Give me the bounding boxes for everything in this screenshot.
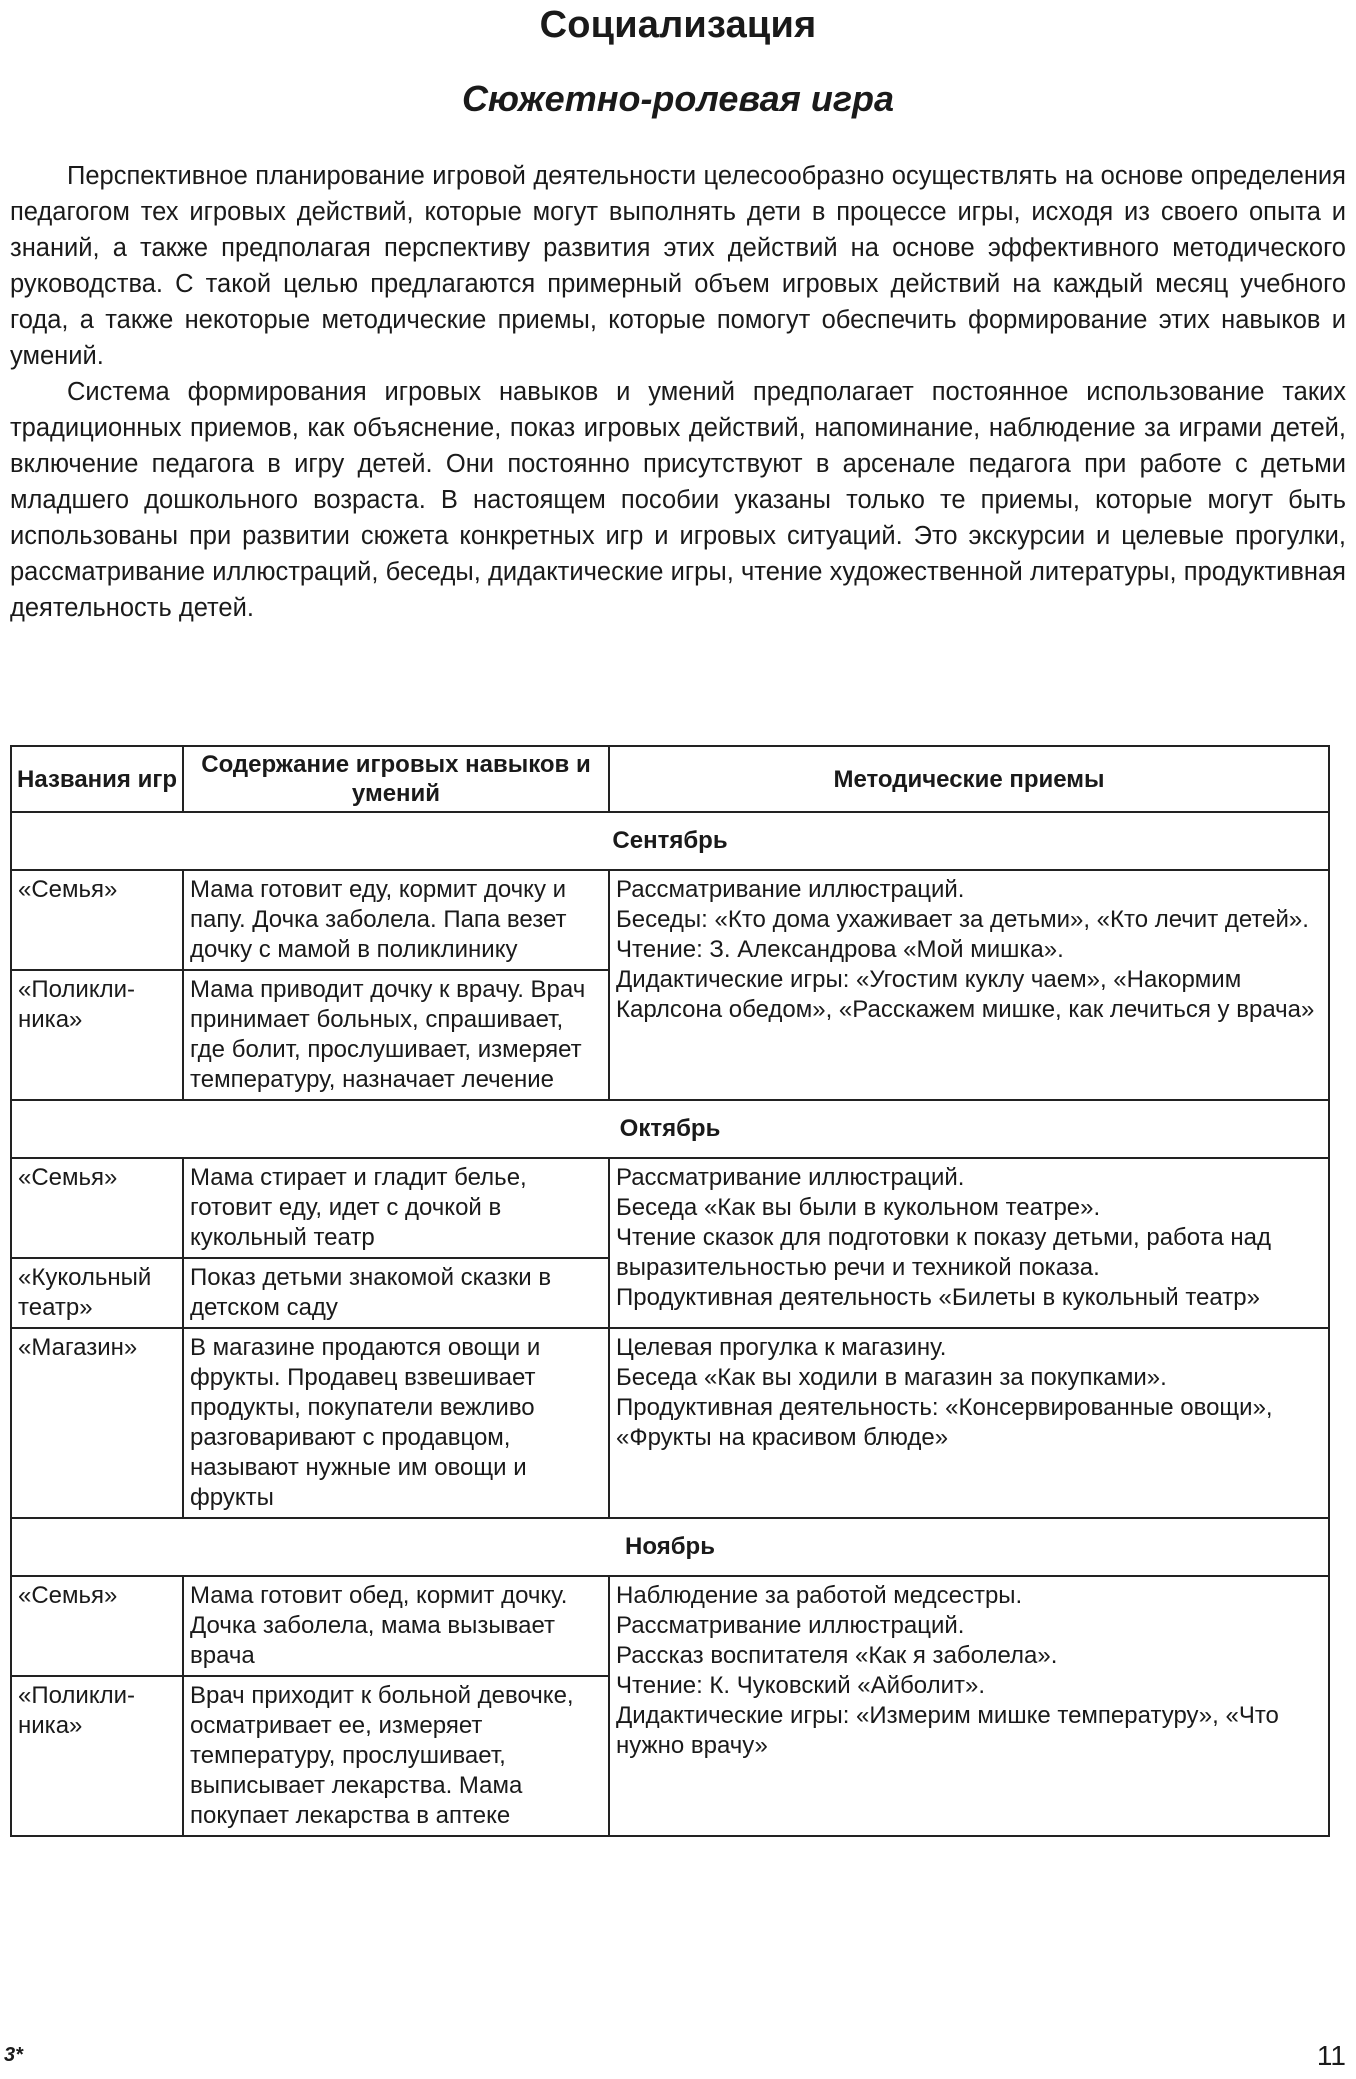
method-line: Рассказ воспитателя «Как я заболела». xyxy=(616,1642,1058,1669)
month-row xyxy=(11,812,1329,870)
game-content: Врач приходит к больной девочке, осматривает ее, измеряет температуру, прослушивает, выписывает лекарства. Мама покупает лекарства в аптеке xyxy=(183,1676,609,1836)
game-content: Мама готовит обед, кормит дочку. Дочка заболела, мама вызывает врача xyxy=(183,1576,609,1676)
table-row xyxy=(11,1328,1329,1518)
method-line: Продуктивная деятельность: «Консервированные овощи», «Фрукты на красивом блюде» xyxy=(616,1394,1273,1451)
method-line: Наблюдение за работой медсестры. xyxy=(616,1582,1023,1609)
method-line: Рассматривание иллюстраций. xyxy=(616,1612,965,1639)
method-line: Дидактические игры: «Угостим куклу чаем», «Накормим Карлсона обедом», «Расскажем мишке, как лечиться у врача» xyxy=(616,966,1315,1023)
intro-paragraph: Система формирования игровых навыков и умений предполагает постоянное использование таких традиционных приемов, как объяснение, показ игровых действий, напоминание, наблюдение за играми детей, включение педагога в игру детей. Они постоянно присутствуют в арсенале педагога при работе с детьми младшего дошкольного возраста. В настоящем пособии указаны только те приемы, которые могут быть использованы при развитии сюжета конкретных игр и игровых ситуаций. Это экскурсии и целевые прогулки, рассматривание иллюстраций, беседы, дидактические игры, чтение художественной литературы, продуктивная деятельность детей. xyxy=(10,378,1346,622)
game-content: Мама стирает и гладит белье, готовит еду, идет с дочкой в кукольный театр xyxy=(183,1158,609,1258)
method-line: Беседа «Как вы были в кукольном театре». xyxy=(616,1194,1101,1221)
table-header-row xyxy=(11,746,1329,812)
method-line: Рассматривание иллюстраций. xyxy=(616,1164,965,1191)
header-methods: Методические приемы xyxy=(609,746,1329,812)
game-content: Мама приводит дочку к врачу. Врач принимает больных, спрашивает, где болит, прослушивает, измеряет температуру, назначает лечение xyxy=(183,970,609,1100)
intro-paragraph: Перспективное планирование игровой деятельности целесообразно осуществлять на основе определения педагогом тех игровых действий, которые могут выполнять дети в процессе игры, исходя из своего опыта и знаний, а также предполагая перспективу развития этих действий на основе эффективного методического руководства. С такой целью предлагаются примерный объем игровых действий на каждый месяц учебного года, а также некоторые методические приемы, которые помогут обеспечить формирование этих навыков и умений. xyxy=(10,162,1346,370)
methods-cell xyxy=(609,1576,1329,1836)
intro-text xyxy=(10,158,1346,626)
methods-cell xyxy=(609,1328,1329,1518)
methods-cell xyxy=(609,1158,1329,1328)
month-label: Ноябрь xyxy=(11,1518,1329,1576)
header-content: Содержание игровых навыков и умений xyxy=(183,746,609,812)
method-line: Чтение: З. Александрова «Мой мишка». xyxy=(616,936,1064,963)
month-label: Октябрь xyxy=(11,1100,1329,1158)
section-title: Социализация xyxy=(539,4,817,46)
game-name: «Поликли-ника» xyxy=(11,970,183,1100)
header-game-name: Названия игр xyxy=(11,746,183,812)
subtitle: Сюжетно-ролевая игра xyxy=(461,78,895,119)
game-content: Мама готовит еду, кормит дочку и папу. Дочка заболела. Папа везет дочку с мамой в поликлинику xyxy=(183,870,609,970)
table-row xyxy=(11,1158,1329,1258)
signature-mark: 3* xyxy=(4,2044,23,2066)
method-line: Чтение: К. Чуковский «Айболит». xyxy=(616,1672,986,1699)
game-name: «Семья» xyxy=(11,1158,183,1258)
methods-cell xyxy=(609,870,1329,1100)
table-body xyxy=(11,812,1329,1836)
method-line: Целевая прогулка к магазину. xyxy=(616,1334,947,1361)
game-content: В магазине продаются овощи и фрукты. Продавец взвешивает продукты, покупатели вежливо разговаривают с продавцом, называют нужные им овощи и фрукты xyxy=(183,1328,609,1518)
table-row xyxy=(11,870,1329,970)
game-name: «Поликли-ника» xyxy=(11,1676,183,1836)
table-row xyxy=(11,1576,1329,1676)
method-line: Дидактические игры: «Измерим мишке температуру», «Что нужно врачу» xyxy=(616,1702,1279,1759)
method-line: Продуктивная деятельность «Билеты в кукольный театр» xyxy=(616,1284,1260,1311)
page-number: 11 xyxy=(1316,2040,1346,2071)
game-content: Показ детьми знакомой сказки в детском саду xyxy=(183,1258,609,1328)
game-name: «Семья» xyxy=(11,1576,183,1676)
method-line: Рассматривание иллюстраций. xyxy=(616,876,965,903)
method-line: Чтение сказок для подготовки к показу детьми, работа над выразительностью речи и техникой показа. xyxy=(616,1224,1271,1281)
method-line: Беседы: «Кто дома ухаживает за детьми», «Кто лечит детей». xyxy=(616,906,1309,933)
month-row xyxy=(11,1100,1329,1158)
game-name: «Семья» xyxy=(11,870,183,970)
game-name: «Кукольный театр» xyxy=(11,1258,183,1328)
month-row xyxy=(11,1518,1329,1576)
month-label: Сентябрь xyxy=(11,812,1329,870)
method-line: Беседа «Как вы ходили в магазин за покупками». xyxy=(616,1364,1167,1391)
game-name: «Магазин» xyxy=(11,1328,183,1518)
planning-table xyxy=(10,745,1330,1837)
